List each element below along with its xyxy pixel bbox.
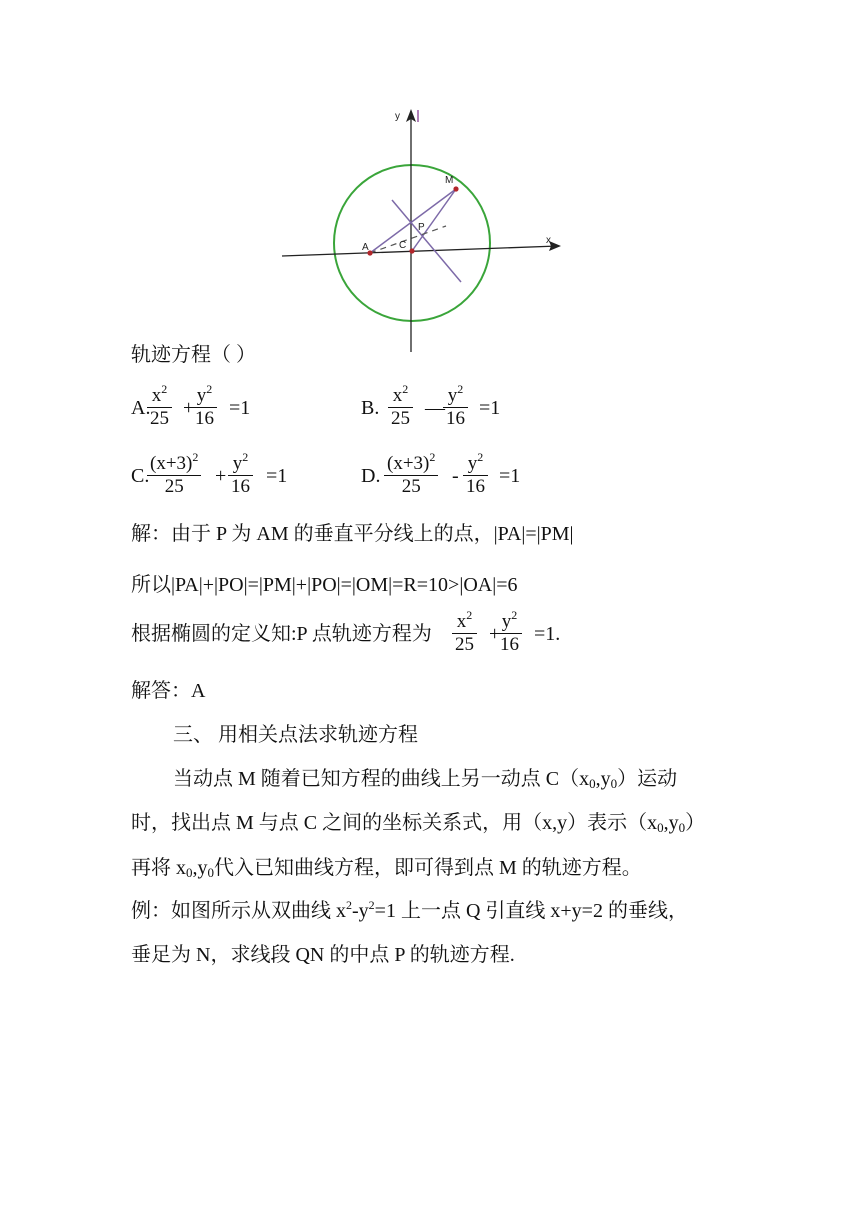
option-a-frac-2: $\frac{y^2}{16}$ xyxy=(192,385,217,430)
option-c-frac-2: $\frac{y^2}{16}$ xyxy=(228,453,253,498)
option-d-frac-2: $\frac{y^2}{16}$ xyxy=(463,453,488,498)
dashed-ap xyxy=(370,226,446,253)
option-b-frac-1: $\frac{x^2}{25}$ xyxy=(388,385,413,430)
segment-am xyxy=(370,189,456,253)
solution-line-1: 解：由于 P 为 AM 的垂直平分线上的点，|PA|=|PM| xyxy=(131,523,574,545)
solution-frac-2: $\frac{y^2}{16}$ xyxy=(497,611,522,656)
geometry-figure xyxy=(278,100,568,355)
solution-rhs: =1. xyxy=(534,623,561,645)
option-b-op: — xyxy=(425,397,445,419)
label-c: C xyxy=(399,240,407,251)
section-para-2: 时，找出点 M 与点 C 之间的坐标关系式，用（x,y）表示$(x_0,y_0)$ xyxy=(131,812,706,835)
section-heading: 三、 用相关点法求轨迹方程 xyxy=(173,724,418,746)
label-y: y xyxy=(395,111,400,122)
option-c-op: + xyxy=(215,465,227,487)
label-a: A xyxy=(362,242,369,253)
solution-op: + xyxy=(489,623,501,645)
point-c xyxy=(409,248,414,253)
solution-line-3-prefix: 根据椭圆的定义知:P 点轨迹方程为 xyxy=(131,623,432,645)
section-para-1: 当动点 M 随着已知方程的曲线上另一动点 $C(x_0,y_0)$运动 xyxy=(173,768,678,791)
option-b-frac-2: $\frac{y^2}{16}$ xyxy=(443,385,468,430)
solution-answer: 解答：A xyxy=(131,680,206,702)
option-b-rhs: =1 xyxy=(479,397,501,419)
option-d-label: D. xyxy=(361,465,381,487)
option-c-label: C. xyxy=(131,465,150,487)
option-a-rhs: =1 xyxy=(229,397,251,419)
example-line-2: 垂足为 N，求线段 QN 的中点 P 的轨迹方程. xyxy=(131,944,515,966)
x-axis xyxy=(282,246,558,256)
option-b-label: B. xyxy=(361,397,380,419)
option-d-frac-1: $\frac{(x+3)^2}{25}$ xyxy=(384,453,438,498)
figure-svg xyxy=(278,100,568,355)
point-m xyxy=(453,186,458,191)
option-a-op: + xyxy=(183,397,195,419)
option-c-frac-1: $\frac{(x+3)^2}{25}$ xyxy=(147,453,201,498)
solution-line-2: 所以|PA|+|PO|=|PM|+|PO|=|OM|=R=10>|OA|=6 xyxy=(131,574,518,596)
option-a-frac-1: $\frac{x^2}{25}$ xyxy=(147,385,172,430)
option-d-op: - xyxy=(452,465,459,487)
label-x: x xyxy=(546,235,551,246)
option-c-rhs: =1 xyxy=(266,465,288,487)
question-text: 轨迹方程（ ） xyxy=(131,344,256,366)
option-d-rhs: =1 xyxy=(499,465,521,487)
label-m: M xyxy=(445,175,454,186)
segment-cm xyxy=(412,189,456,251)
section-para-3: 再将 $x_0,y_0$代入已知曲线方程，即可得到点 M 的轨迹方程。 xyxy=(131,857,642,880)
circle xyxy=(334,165,490,321)
example-line-1: 例：如图所示从双曲线 $x^2-y^2=1$ 上一点 Q 引直线 x+y=2 的垂线， xyxy=(131,898,688,922)
solution-frac-1: $\frac{x^2}{25}$ xyxy=(452,611,477,656)
option-a-label: A. xyxy=(131,397,151,419)
label-p: P xyxy=(418,222,425,233)
